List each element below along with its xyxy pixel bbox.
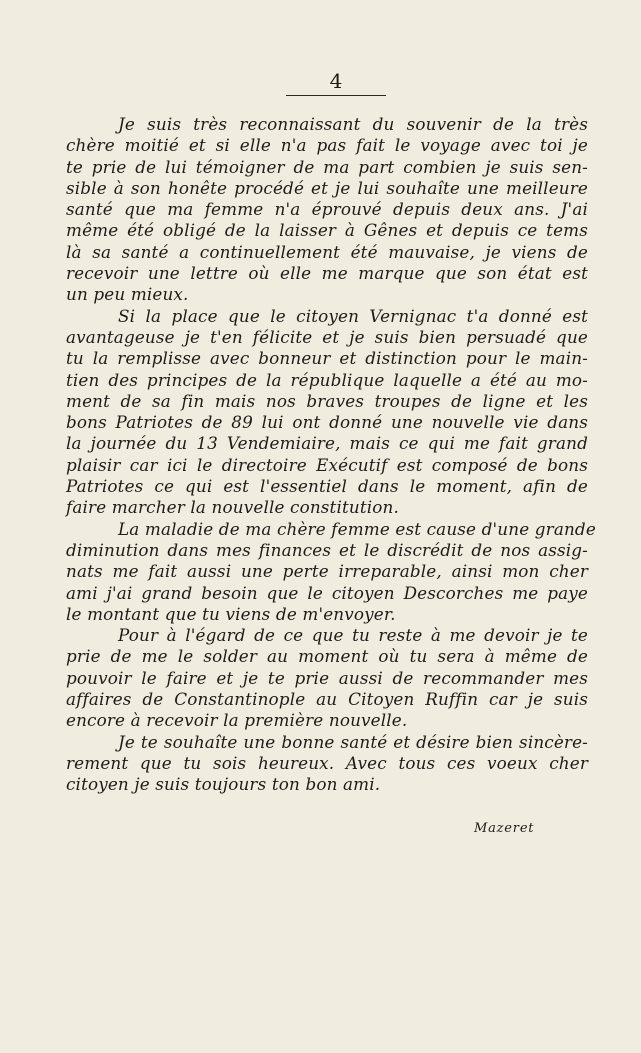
text-line: La maladie de ma chère femme est cause d'une grande [118, 518, 596, 539]
text-line: citoyen je suis toujours ton bon ami. [66, 774, 381, 795]
page-number-rule [286, 95, 386, 96]
text-line: encore à recevoir la première nouvelle. [66, 710, 408, 731]
letter-body [66, 114, 596, 796]
page-number: 4 [329, 69, 343, 93]
text-line: Si la place que le citoyen Vernignac t'a donné est [118, 305, 588, 326]
text-line: te prie de lui témoigner de ma part combien je suis sen- [66, 156, 588, 177]
text-line: pouvoir le faire et je te prie aussi de recommander mes [66, 667, 588, 688]
text-line: recevoir une lettre où elle me marque que son état est [66, 263, 588, 284]
text-line: un peu mieux. [66, 284, 189, 305]
text-line: santé que ma femme n'a éprouvé depuis deux ans. J'ai [66, 199, 588, 220]
text-line: là sa santé a continuellement été mauvaise, je viens de [66, 241, 588, 262]
text-line: avantageuse je t'en félicite et je suis bien persuadé que [66, 326, 588, 347]
text-line: même été obligé de la laisser à Gênes et depuis ce tems [66, 220, 588, 241]
text-line: Je suis très reconnaissant du souvenir de la très [118, 114, 588, 134]
text-line: tien des principes de la république laquelle a été au mo- [66, 369, 588, 390]
text-line: le montant que tu viens de m'envoyer. [66, 603, 396, 624]
text-line: rement que tu sois heureux. Avec tous ces voeux cher [66, 752, 588, 773]
text-line: chère moitié et si elle n'a pas fait le voyage avec toi je [66, 135, 588, 156]
text-line: Je te souhaîte une bonne santé et désire bien sincère- [118, 731, 588, 752]
text-line: bons Patriotes de 89 lui ont donné une nouvelle vie dans [66, 412, 588, 433]
text-line: plaisir car ici le directoire Exécutif est composé de bons [66, 454, 588, 475]
text-line: ami j'ai grand besoin que le citoyen Descorches me paye [66, 582, 588, 603]
text-line: faire marcher la nouvelle constitution. [66, 497, 399, 518]
text-line: diminution dans mes finances et le discrédit de nos assig- [66, 539, 588, 560]
text-line: affaires de Constantinople au Citoyen Ruffin car je suis [66, 689, 588, 710]
signature: Mazeret [474, 821, 535, 836]
text-line: ment de sa fin mais nos braves troupes de ligne et les [66, 390, 588, 411]
text-line: Pour à l'égard de ce que tu reste à me devoir je te [118, 625, 588, 646]
text-line: Patriotes ce qui est l'essentiel dans le moment, afin de [66, 476, 588, 497]
text-line: nats me fait aussi une perte irreparable, ainsi mon cher [66, 561, 588, 582]
text-line: tu la remplisse avec bonneur et distinction pour le main- [66, 348, 588, 369]
text-line: sible à son honête procédé et je lui souhaîte une meilleure [66, 177, 588, 198]
text-line: prie de me le solder au moment où tu sera à même de [66, 646, 588, 667]
text-line: la journée du 13 Vendemiaire, mais ce qui me fait grand [66, 433, 588, 454]
